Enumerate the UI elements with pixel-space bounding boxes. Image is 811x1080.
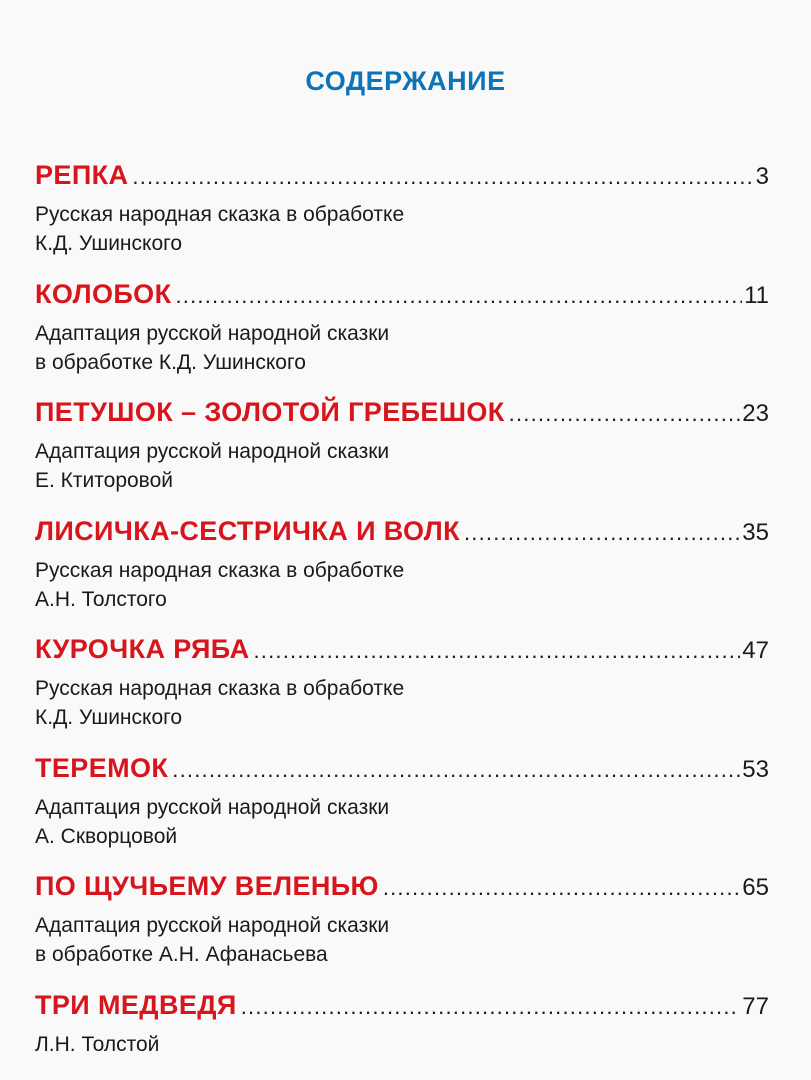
toc-entry-heading: [35, 634, 769, 674]
dot-leader: [172, 757, 740, 783]
toc-entry-subtitle: Адаптация русской народной сказки: [35, 914, 390, 937]
toc-entry-subtitle: Русская народная сказка в обработке: [35, 677, 405, 700]
toc-entry-author: Е. Ктиторовой: [35, 469, 174, 492]
toc-entry-heading: [35, 160, 769, 200]
toc-entry-page-number: 35: [742, 518, 769, 546]
toc-entry-heading: [35, 279, 769, 319]
toc-entry-subtitle: Русская народная сказка в обработке: [35, 558, 405, 582]
toc-entry-title: ЛИСИЧКА-СЕСТРИЧКА И ВОЛК: [35, 515, 460, 546]
toc-entry-title: ПО ЩУЧЬЕМУ ВЕЛЕНЬЮ: [35, 871, 379, 901]
toc-entry-title: КУРОЧКА РЯБА: [35, 634, 250, 664]
toc-entry-page-number: 47: [742, 637, 769, 664]
toc-entry-title: КОЛОБОК: [35, 278, 172, 309]
dot-leader: [383, 875, 740, 901]
toc-entry-page-number: 77: [742, 992, 769, 1020]
toc-entry[interactable]: [35, 397, 769, 516]
toc-entry-author: К.Д. Ушинского: [35, 706, 183, 729]
dot-leader: [509, 401, 741, 427]
dot-leader: [132, 164, 753, 190]
page-title: СОДЕРЖАНИЕ: [305, 66, 506, 96]
toc-entry-heading: [35, 397, 769, 437]
toc-entry-page-number: 65: [742, 874, 769, 901]
toc-entry[interactable]: [35, 871, 769, 990]
toc-entry-author: А. Скворцовой: [35, 824, 178, 848]
toc-entry-title: ТРИ МЕДВЕДЯ: [35, 989, 237, 1020]
dot-leader: [253, 638, 740, 664]
dot-leader: [175, 283, 742, 309]
toc-entry-author: Л.Н. Толстой: [35, 1032, 160, 1056]
toc-entry-author: в обработке А.Н. Афанасьева: [35, 943, 328, 966]
toc-entry-heading: [35, 990, 769, 1030]
toc-entry[interactable]: [35, 634, 769, 753]
toc-entry-heading: [35, 871, 769, 911]
toc-entry-subtitle: Адаптация русской народной сказки: [35, 440, 390, 463]
toc-entry-subtitle: Русская народная сказка в обработке: [35, 203, 405, 226]
toc-entry[interactable]: [35, 160, 769, 279]
toc-entry-subtitle: Адаптация русской народной сказки: [35, 321, 390, 345]
dot-leader: [241, 994, 741, 1020]
toc-entry[interactable]: [35, 753, 769, 872]
toc-entry-title: ПЕТУШОК – ЗОЛОТОЙ ГРЕБЕШОК: [35, 397, 505, 427]
toc-entry-heading: [35, 516, 769, 556]
dot-leader: [464, 520, 740, 546]
toc-entry[interactable]: [35, 990, 769, 1080]
toc-entry-page-number: 11: [744, 281, 769, 309]
toc-entry-title: РЕПКА: [35, 160, 129, 190]
toc-entry-title: ТЕРЕМОК: [35, 752, 169, 783]
toc-entry-page-number: 53: [742, 755, 769, 783]
toc-entry-author: А.Н. Толстого: [35, 587, 167, 611]
toc-entry[interactable]: [35, 516, 769, 635]
toc-entry-author: К.Д. Ушинского: [35, 232, 183, 255]
toc-entry-page-number: 3: [755, 163, 769, 190]
table-of-contents: [35, 160, 769, 1080]
toc-entry-subtitle: Адаптация русской народной сказки: [35, 795, 390, 819]
toc-entry-page-number: 23: [742, 400, 769, 427]
toc-entry-author: в обработке К.Д. Ушинского: [35, 350, 306, 374]
toc-entry-heading: [35, 753, 769, 793]
toc-entry[interactable]: [35, 279, 769, 398]
